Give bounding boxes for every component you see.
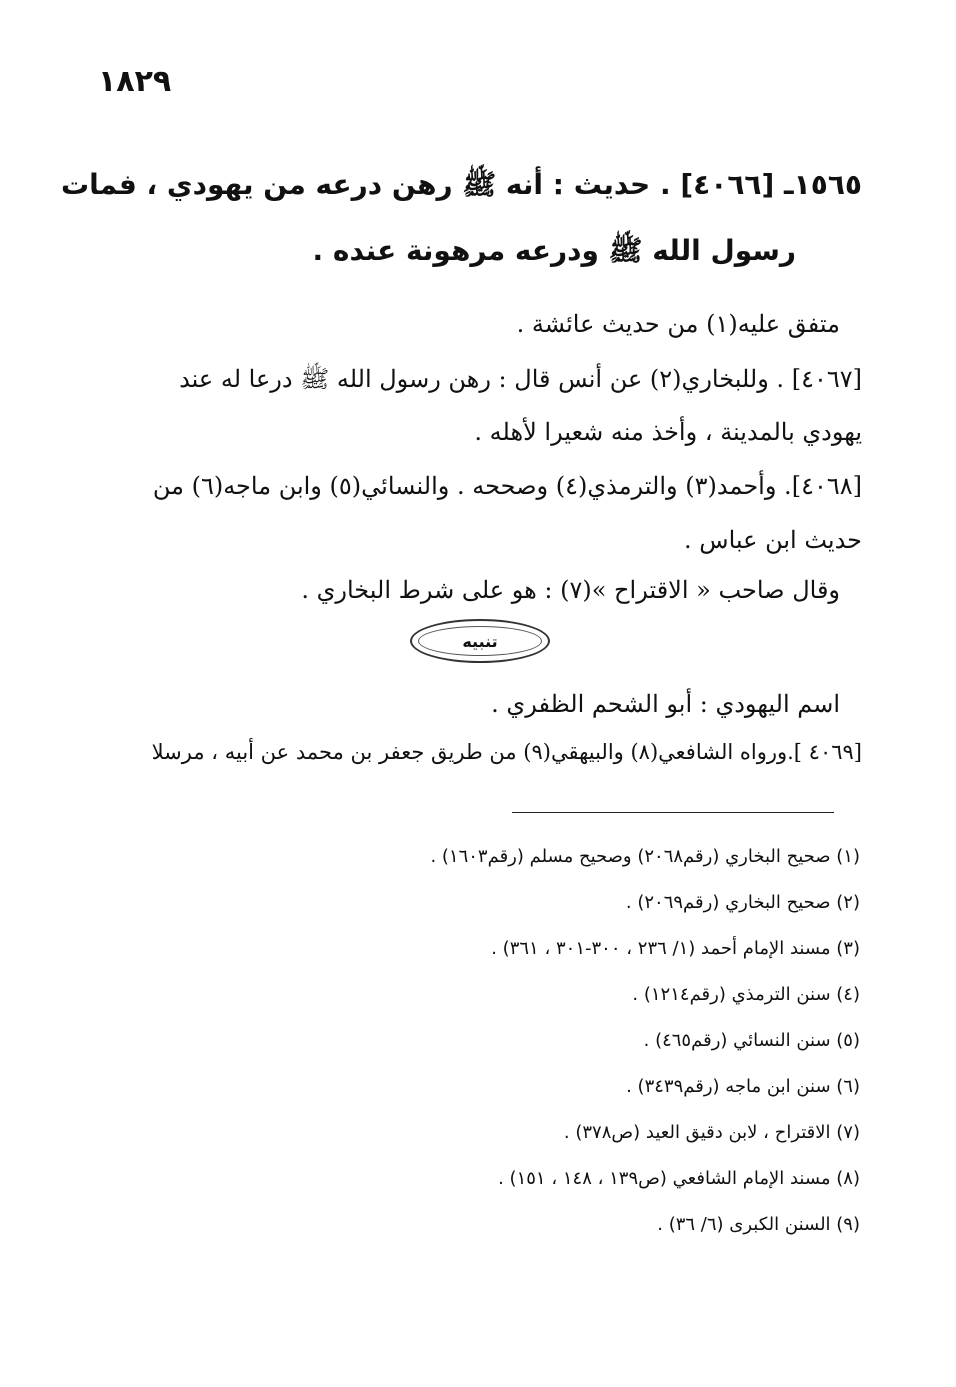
body-line: يهودي بالمدينة ، وأخذ منه شعيرا لأهله .	[474, 418, 862, 446]
hadith-heading-line-1: ١٥٦٥ـ [٤٠٦٦] . حديث : أنه ﷺ رهن درعه من يهودي ، فمات	[61, 168, 862, 201]
footnote: (٧) الاقتراح ، لابن دقيق العيد (ص٣٧٨) .	[563, 1122, 860, 1143]
tanbih-label: تنبيه	[462, 631, 498, 651]
footnote: (٥) سنن النسائي (رقم٤٦٥) .	[643, 1030, 860, 1051]
footnote: (٩) السنن الكبرى (٦/ ٣٦) .	[657, 1214, 860, 1235]
hadith-heading-line-2: رسول الله ﷺ ودرعه مرهونة عنده .	[312, 234, 796, 267]
footnote-separator	[512, 812, 834, 813]
footnote: (١) صحيح البخاري (رقم٢٠٦٨) وصحيح مسلم (رقم١٦٠٣) .	[430, 846, 860, 867]
body-line: متفق عليه(١) من حديث عائشة .	[516, 310, 840, 338]
tanbih-ornament	[410, 619, 550, 663]
note-line: اسم اليهودي : أبو الشحم الظفري .	[491, 690, 840, 718]
body-line: وقال صاحب « الاقتراح »(٧) : هو على شرط البخاري .	[301, 576, 840, 604]
page-number: ١٨٢٩	[98, 64, 172, 99]
footnote: (٤) سنن الترمذي (رقم١٢١٤) .	[632, 984, 860, 1005]
footnote: (٢) صحيح البخاري (رقم٢٠٦٩) .	[625, 892, 860, 913]
body-line: حديث ابن عباس .	[684, 526, 862, 554]
footnote: (٣) مسند الإمام أحمد (١/ ٢٣٦ ، ٣٠٠-٣٠١ ، ٣٦١) .	[491, 938, 860, 959]
body-line: [٤٠٦٨]. وأحمد(٣) والترمذي(٤) وصححه . والنسائي(٥) وابن ماجه(٦) من	[152, 472, 862, 500]
footnote: (٨) مسند الإمام الشافعي (ص١٣٩ ، ١٤٨ ، ١٥١) .	[498, 1168, 860, 1189]
footnote: (٦) سنن ابن ماجه (رقم٣٤٣٩) .	[626, 1076, 860, 1097]
body-line: [٤٠٦٧] . وللبخاري(٢) عن أنس قال : رهن رسول الله ﷺ درعا له عند	[179, 365, 862, 393]
note-line: [٤٠٦٩ ].ورواه الشافعي(٨) والبيهقي(٩) من طريق جعفر بن محمد عن أبيه ، مرسلا	[151, 740, 862, 764]
